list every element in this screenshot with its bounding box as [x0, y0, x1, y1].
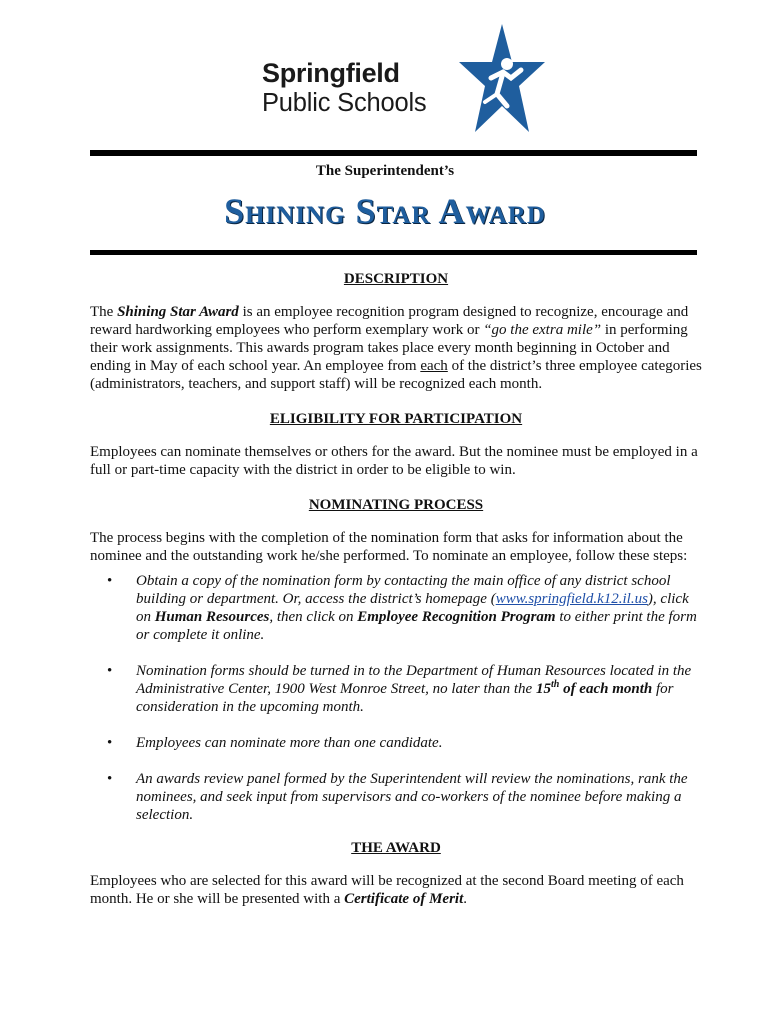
list-item: • Nomination forms should be turned in to the Department of Human Resources located in the Administrative Center, 1900 West Monroe Street, no later than the 15th of each month for consideration in the upcoming month.: [107, 663, 692, 715]
employee-recognition-emphasis: Employee Recognition Program: [357, 609, 556, 625]
certificate-emphasis: Certificate of Merit: [344, 891, 464, 907]
description-paragraph: The Shining Star Award is an employee recognition program designed to recognize, encourage and reward hardworking employees who perform exemplary work or “go the extra mile” in performing their work assignments. This awards program takes place every month beginning in October and ending in May of each school year. An employee from each of the district’s three employee categories (administrators, teachers, and support staff) will be recognized each month.: [90, 304, 702, 392]
award-name-emphasis: Shining Star Award: [117, 304, 239, 320]
superintendent-subtitle: The Superintendent’s: [315, 163, 455, 179]
nominating-heading: NOMINATING PROCESS: [308, 497, 484, 513]
nomination-steps-list: [90, 572, 702, 824]
bottom-divider: [90, 250, 697, 255]
document-body: [90, 270, 702, 908]
bullet-icon: •: [107, 663, 113, 679]
top-divider: [90, 150, 697, 156]
description-heading: DESCRIPTION: [343, 271, 449, 287]
extra-mile-quote: “go the extra mile”: [483, 322, 602, 338]
bullet-icon: •: [107, 573, 113, 589]
eligibility-heading: ELIGIBILITY FOR PARTICIPATION: [269, 411, 523, 427]
list-item: • Obtain a copy of the nomination form by contacting the main office of any district school building or department. Or, access the district’s homepage (www.springfield.k12.il.us), click on Human Resources, then click on Employee Recognition Program to either print the form or complete it online.: [107, 573, 697, 643]
springfield-logo: [262, 20, 552, 136]
list-item: • An awards review panel formed by the Superintendent will review the nominations, rank the nominees, and seek input from supervisors and co-workers of the nominee before making a selection.: [107, 771, 688, 823]
nominating-intro: The process begins with the completion of the nomination form that asks for information about the nominee and the outstanding work he/she performed. To nominate an employee, follow these steps:: [90, 530, 688, 564]
award-title: Shining Star Award: [224, 191, 546, 231]
the-award-paragraph: Employees who are selected for this award will be recognized at the second Board meeting of each month. He or she will be presented with a Certificate of Merit.: [90, 873, 684, 907]
logo-wordmark: [262, 58, 472, 118]
logo-line-public-schools: Public Schools: [262, 89, 427, 117]
logo-line-springfield: Springfield: [262, 58, 400, 88]
the-award-heading: THE AWARD: [351, 840, 441, 856]
eligibility-paragraph: Employees can nominate themselves or others for the award. But the nominee must be employed in a full or part-time capacity with the district in order to be eligible to win.: [90, 444, 698, 478]
human-resources-emphasis: Human Resources: [154, 609, 270, 625]
star-runner-icon: [457, 20, 547, 136]
bullet-icon: •: [107, 735, 113, 751]
list-item: • Employees can nominate more than one candidate.: [107, 735, 443, 751]
district-homepage-link[interactable]: www.springfield.k12.il.us: [495, 591, 648, 607]
each-emphasis: each: [420, 358, 448, 374]
bullet-icon: •: [107, 771, 113, 787]
deadline-day: 15: [535, 681, 551, 697]
